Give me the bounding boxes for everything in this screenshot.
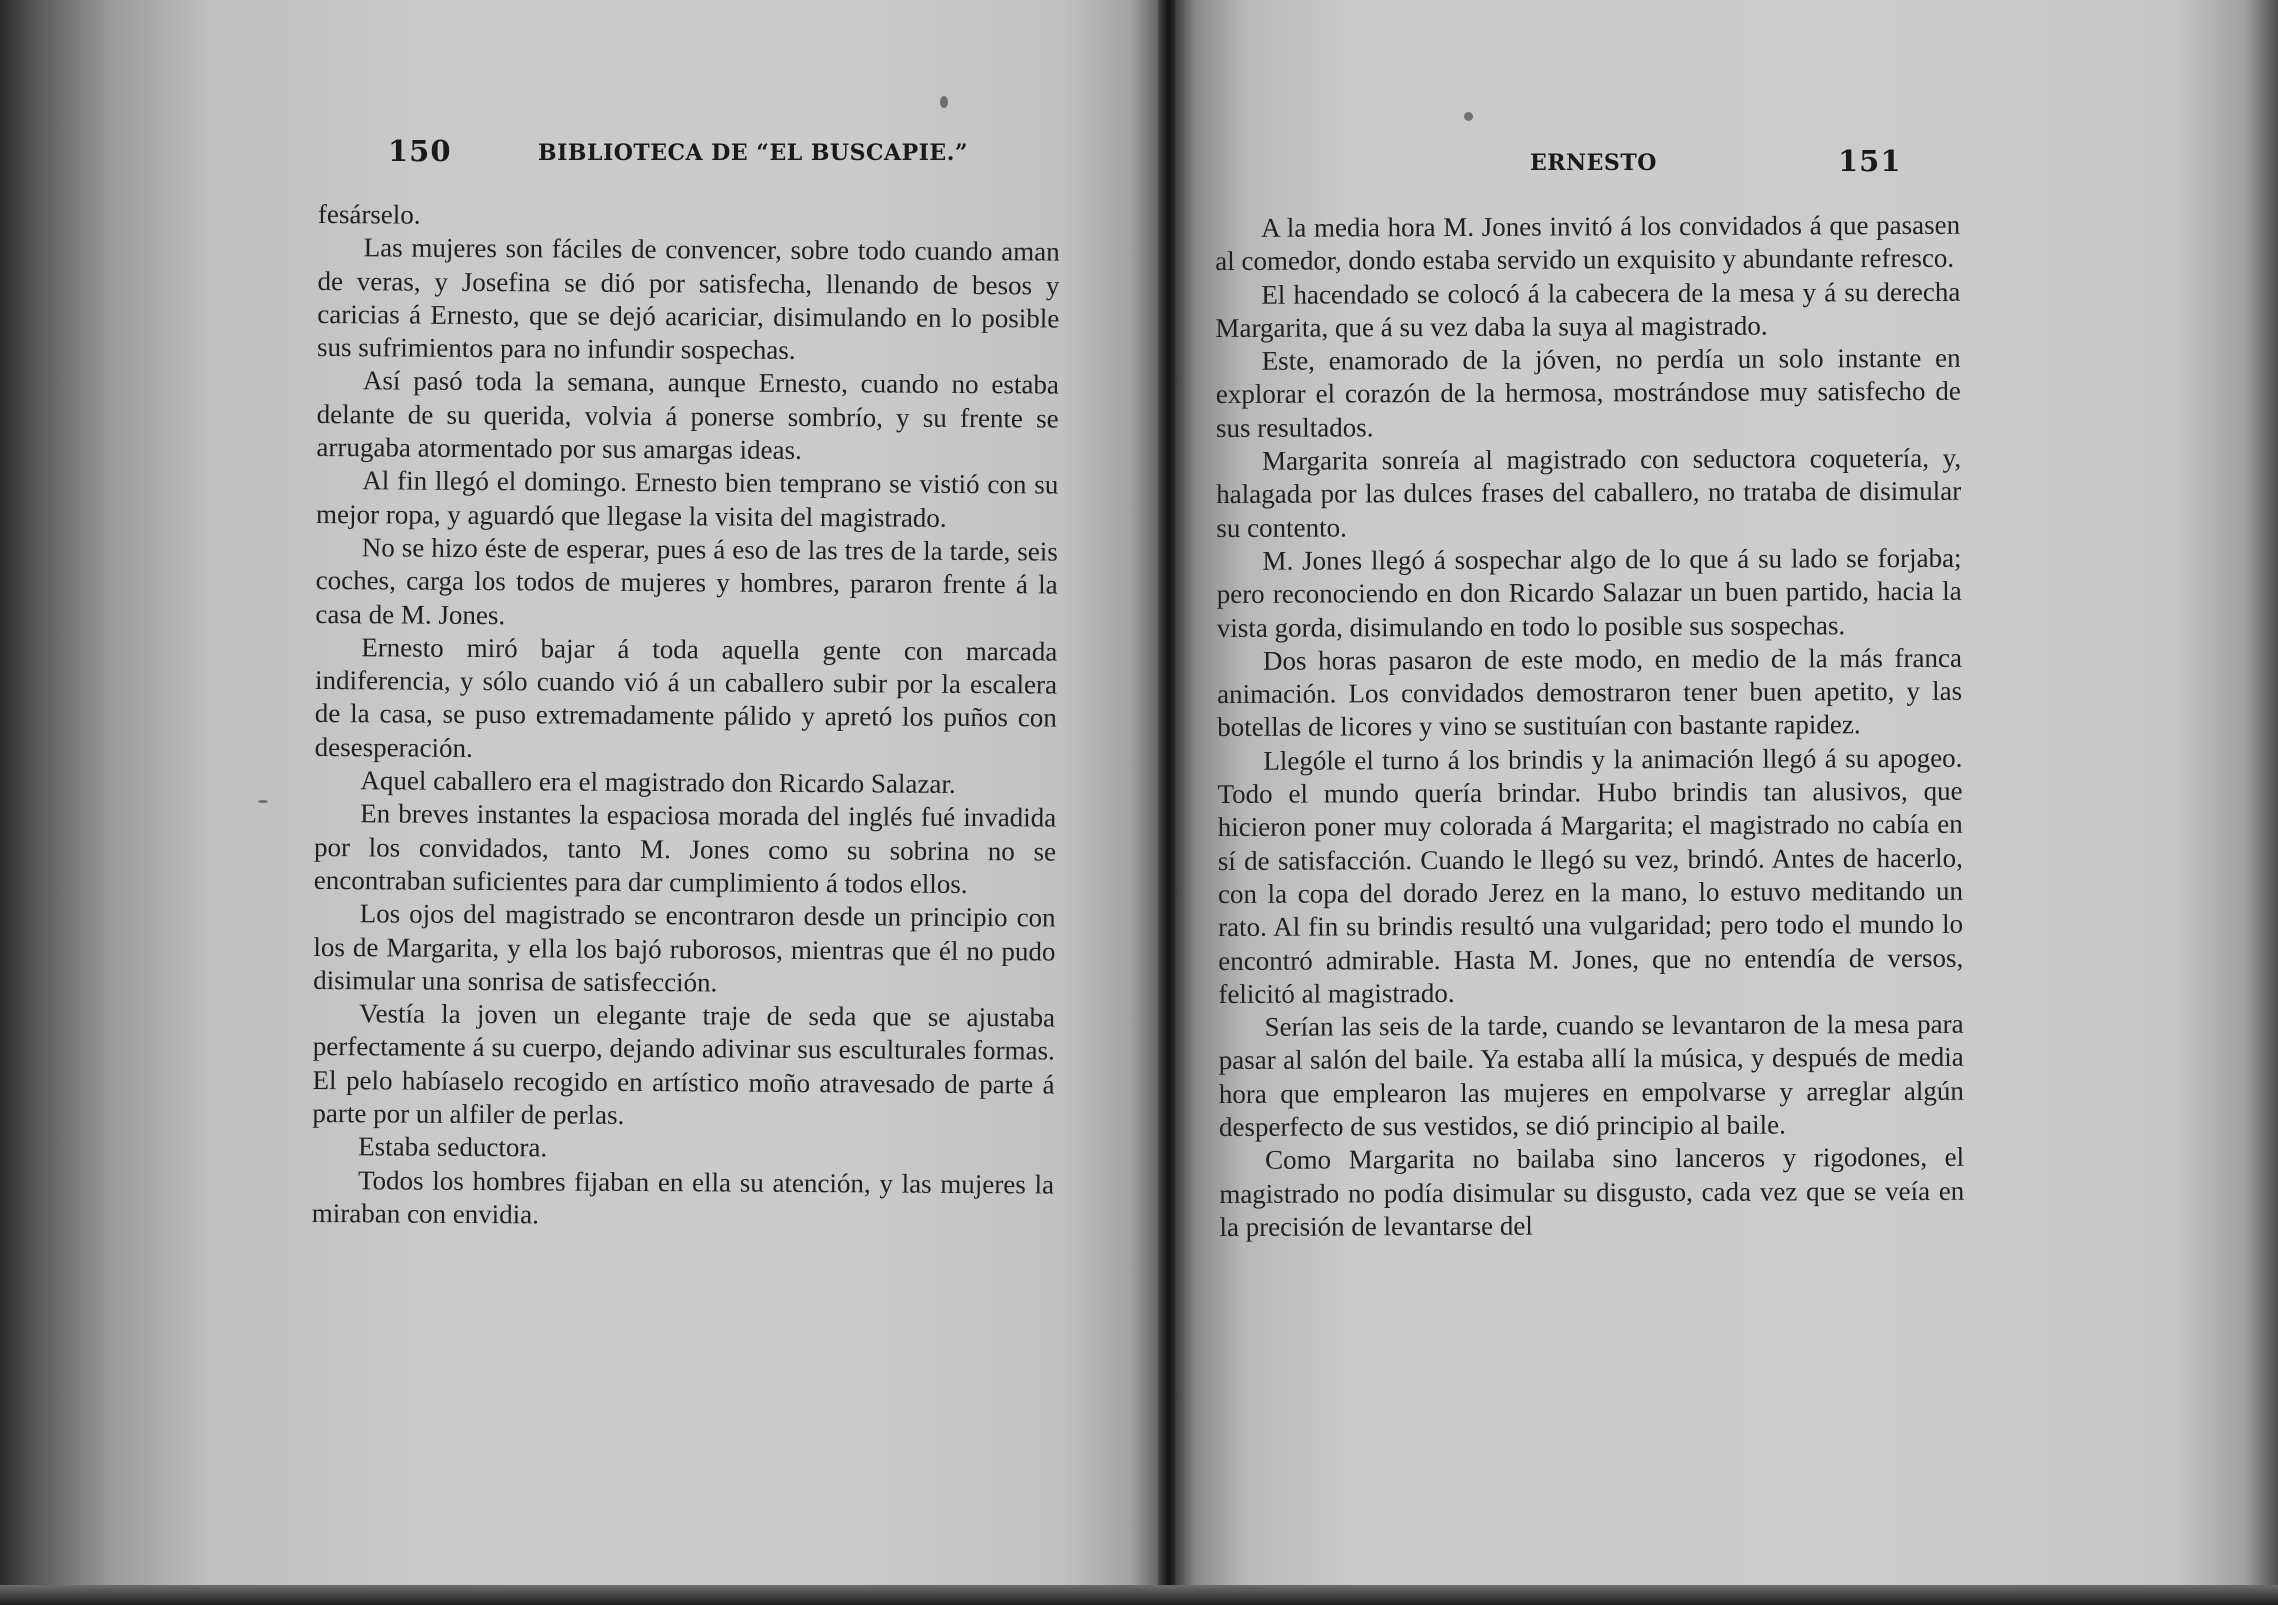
paragraph: En breves instantes la espaciosa morada del inglés fué invadida por los convidados, tanto M. Jones como su sobrina no se encontraban suficientes para dar cumplimiento á todos ellos. — [313, 798, 1057, 899]
paragraph: No se hizo éste de esperar, pues á eso de las tres de la tarde, seis coches, carga los todos de mujeres y hombres, pararon frente á la casa de M. Jones. — [315, 532, 1058, 630]
paragraph: Las mujeres son fáciles de convencer, sobre todo cuando aman de veras, y Josefina se dió por satisfecha, llenando de besos y caricias á Ernesto, que se dejó acariciar, disimulando en lo posible sus sufrimientos para no infundir sospechas. — [316, 232, 1060, 366]
scan-bottom-edge — [0, 1585, 2278, 1605]
paragraph: Margarita sonreía al magistrado con seductora coquetería, y, halagada por las dulces frases del caballero, no trataba de disimular su contento. — [1216, 442, 1962, 543]
paragraph: Dos horas pasaron de este modo, en medio de la más franca animación. Los convidados demostraron tener buen apetito, y las botellas de licores y vino se sustituían con bastante rapidez. — [1217, 642, 1963, 743]
paragraph: Este, enamorado de la jóven, no perdía un solo instante en explorar el corazón de la hermosa, mostrándose muy satisfecho de sus resultados. — [1215, 342, 1961, 443]
paragraph: Vestía la joven un elegante traje de seda que se ajustaba perfectamente á su cuerpo, dejando adivinar sus esculturales formas. El pelo habíaselo recogido en artístico moño atravesado de parte á parte por un alfiler de perlas. — [312, 998, 1056, 1130]
paragraph: Al fin llegó el domingo. Ernesto bien temprano se vistió con su mejor ropa, y aguardó que llegase la visita del magistrado. — [315, 465, 1059, 533]
paragraph: A la media hora M. Jones invitó á los convidados á que pasasen al comedor, dondo estaba servido un exquisito y abundante refresco. — [1215, 209, 1961, 277]
ink-speck — [258, 800, 268, 803]
paragraph: Ernesto miró bajar á toda aquella gente con marcada indiferencia, y sólo cuando vió á un caballero subir por la escalera de la casa, se puso extremadamente pálido y apretó los puños con desesperación. — [314, 632, 1058, 763]
paragraph: Aquel caballero era el magistrado don Ricardo Salazar. — [360, 765, 956, 799]
paragraph: Como Margarita no bailaba sino lanceros y rigodones, el magistrado no podía disimular su disgusto, cada vez que se veía en la precisión de levantarse del — [1219, 1142, 1965, 1242]
paragraph: Estaba seductora. — [358, 1131, 548, 1163]
left-page-body — [312, 198, 1060, 1235]
paragraph: M. Jones llegó á sospechar algo de lo que á su lado se forjaba; pero reconociendo en don Ricardo Salazar un buen partido, hacia la vista gorda, disimulando en todo lo posible sus sospechas. — [1216, 542, 1962, 643]
right-page-body — [1215, 209, 1964, 1244]
ink-speck — [1464, 112, 1473, 121]
paragraph: Así pasó toda la semana, aunque Ernesto, cuando no estaba delante de su querida, volvia á ponerse sombrío, y su frente se arrugaba atormentado por sus amargas ideas. — [316, 365, 1059, 466]
left-page-number: 150 — [388, 134, 452, 168]
paragraph: Los ojos del magistrado se encontraron desde un principio con los de Margarita, y ella los bajó ruborosos, mientras que él no pudo disimular una sonrisa de satisfección. — [313, 898, 1056, 998]
paragraph: El hacendado se colocó á la cabecera de la mesa y á su derecha Margarita, que á su vez daba la suya al magistrado. — [1215, 276, 1961, 343]
paragraph: Llególe el turno á los brindis y la animación llegó á su apogeo. Todo el mundo quería brindar. Hubo brindis tan alusivos, que hicieron poner muy colorada á Margarita; el magistrado no cabía en sí de satisfacción. Cuando le llegó su vez, brindó. Antes de hacerlo, con la copa del dorado Jerez en la mano, lo estuvo meditando un rato. Al fin su brindis resultó una vulgaridad; pero todo el mundo lo encontró admirable. Hasta M. Jones, que no entendía de versos, felicitó al magistrado. — [1217, 742, 1964, 1009]
ink-speck — [940, 96, 948, 108]
paragraph: Todos los hombres fijaban en ella su atención, y las mujeres la miraban con envidia. — [311, 1164, 1055, 1230]
right-page — [1175, 0, 2278, 1605]
paragraph: Serían las seis de la tarde, cuando se levantaron de la mesa para pasar al salón del baile. Ya estaba allí la música, y después de media hora que emplearon las mujeres en empolvarse y arreglar algún desperfecto de sus vestidos, se dió principio al baile. — [1218, 1008, 1964, 1143]
left-running-title: BIBLIOTECA DE “EL BUSCAPIE.” — [538, 140, 969, 166]
right-running-title: ERNESTO — [1530, 150, 1657, 176]
right-page-number: 151 — [1838, 144, 1902, 178]
paragraph: fesárselo. — [317, 198, 421, 230]
